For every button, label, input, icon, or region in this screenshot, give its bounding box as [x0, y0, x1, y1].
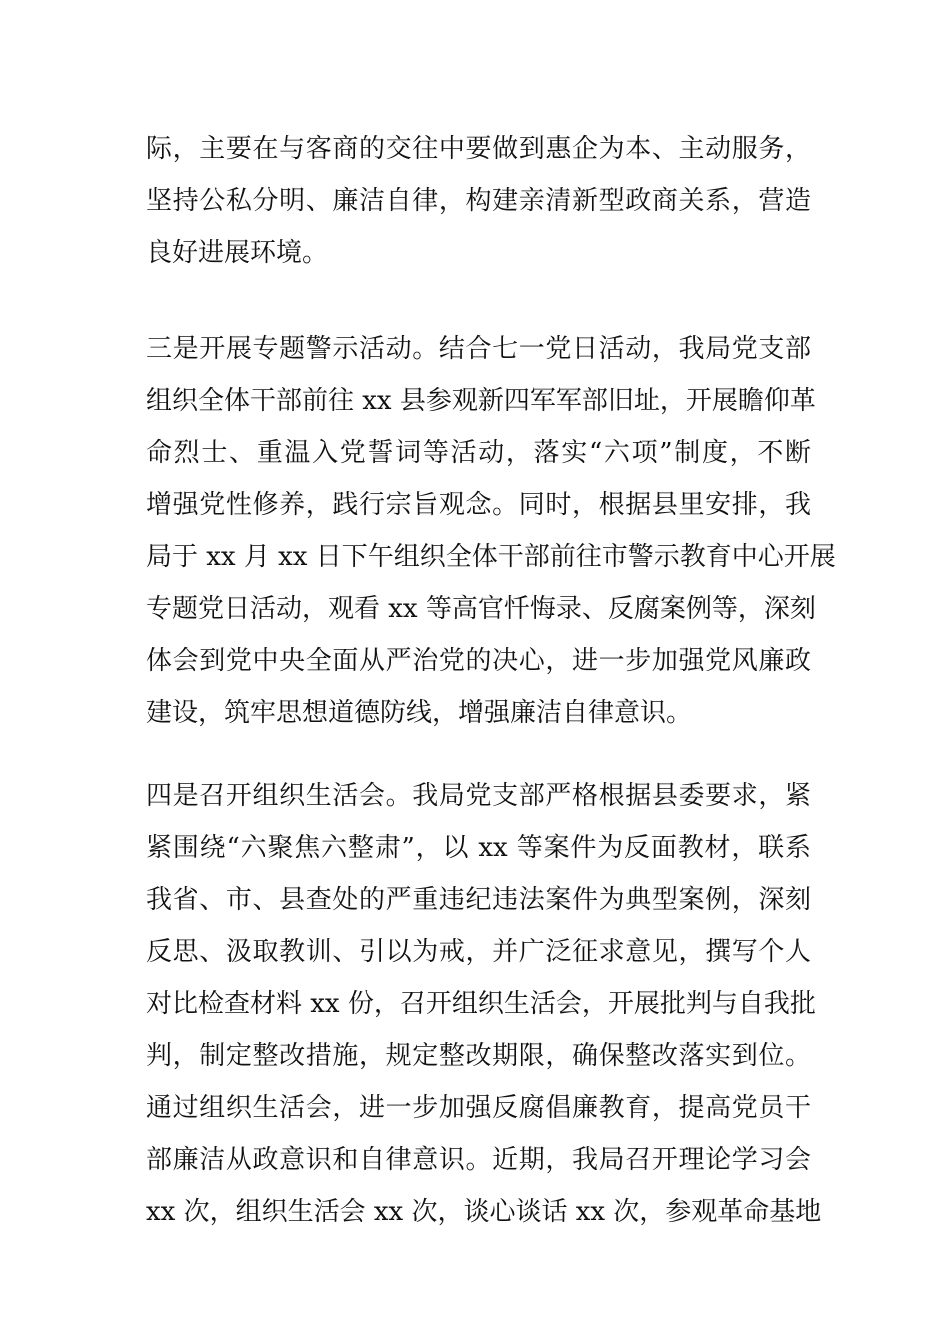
text-line: 紧围绕“六聚焦六整肃”，以 xx 等案件为反面教材，联系 [146, 833, 811, 863]
text-line: 际，主要在与客商的交往中要做到惠企为本、主动服务， [146, 134, 811, 164]
text-line: 体会到党中央全面从严治党的决心，进一步加强党风廉政 [146, 646, 811, 676]
text-line: 组织全体干部前往 xx 县参观新四军军部旧址，开展瞻仰革 [146, 386, 816, 416]
text-line: 四是召开组织生活会。我局党支部严格根据县委要求，紧 [146, 781, 811, 811]
text-line: 通过组织生活会，进一步加强反腐倡廉教育，提高党员干 [146, 1093, 811, 1123]
text-line: 良好进展环境。 [146, 238, 329, 268]
paragraph-2 [146, 323, 836, 739]
text-line: 坚持公私分明、廉洁自律，构建亲清新型政商关系，营造 [146, 186, 811, 216]
text-line: 三是开展专题警示活动。结合七一党日活动，我局党支部 [146, 334, 811, 364]
text-line: 增强党性修养，践行宗旨观念。同时，根据县里安排，我 [146, 490, 811, 520]
text-line: 判，制定整改措施，规定整改期限，确保整改落实到位。 [146, 1041, 811, 1071]
text-line: 局于 xx 月 xx 日下午组织全体干部前往市警示教育中心开展 [146, 542, 836, 572]
text-line: xx 次，组织生活会 xx 次，谈心谈话 xx 次，参观革命基地 [146, 1197, 822, 1227]
paragraph-1 [146, 123, 811, 279]
text-line: 命烈士、重温入党誓词等活动，落实“六项”制度，不断 [146, 438, 811, 468]
text-line: 专题党日活动，观看 xx 等高官忏悔录、反腐案例等，深刻 [146, 594, 816, 624]
text-line: 部廉洁从政意识和自律意识。近期，我局召开理论学习会 [146, 1145, 811, 1175]
text-line: 对比检查材料 xx 份，召开组织生活会，开展批判与自我批 [146, 989, 816, 1019]
text-line: 我省、市、县查处的严重违纪违法案件为典型案例，深刻 [146, 885, 811, 915]
text-line: 反思、汲取教训、引以为戒，并广泛征求意见，撰写个人 [146, 937, 811, 967]
text-line: 建设，筑牢思想道德防线，增强廉洁自律意识。 [146, 698, 693, 728]
paragraph-3 [146, 770, 822, 1238]
